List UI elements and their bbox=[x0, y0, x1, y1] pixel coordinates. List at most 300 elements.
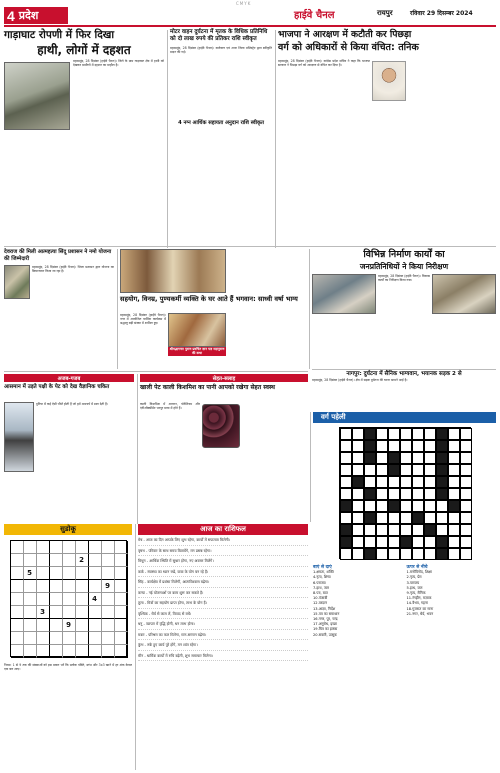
sudoku-cell[interactable]: 9 bbox=[102, 580, 115, 593]
section-tab bbox=[4, 7, 68, 24]
crossword-cell[interactable] bbox=[388, 524, 400, 536]
sudoku-cell[interactable] bbox=[24, 580, 37, 593]
crossword-cell[interactable] bbox=[388, 512, 400, 524]
crossword-block bbox=[412, 512, 424, 524]
story-construction-body-3 bbox=[432, 316, 496, 366]
section-label-ajab: अजब-गजब bbox=[57, 376, 81, 382]
crossword-cell[interactable] bbox=[412, 452, 424, 464]
sudoku-cell[interactable] bbox=[37, 619, 50, 632]
sudoku-cell[interactable]: 4 bbox=[89, 593, 102, 606]
raisin-photo bbox=[202, 404, 240, 448]
crossword-cell[interactable] bbox=[400, 512, 412, 524]
crossword-cell[interactable] bbox=[340, 488, 352, 500]
crossword-cell[interactable] bbox=[412, 536, 424, 548]
crossword-cell[interactable] bbox=[436, 500, 448, 512]
horoscope-item: वृश्चिक - धैर्य से काम लें, विवाद से बचें। bbox=[138, 612, 308, 620]
crossword-cell[interactable] bbox=[460, 524, 472, 536]
crossword-clue: 18.गुजरात का गाना bbox=[406, 606, 434, 611]
sudoku-cell[interactable] bbox=[50, 567, 63, 580]
crossword-cell[interactable] bbox=[460, 428, 472, 440]
crossword-cell[interactable] bbox=[340, 452, 352, 464]
sudoku-cell[interactable] bbox=[37, 593, 50, 606]
crossword-block bbox=[352, 476, 364, 488]
sudoku-cell[interactable]: 9 bbox=[63, 619, 76, 632]
crossword-clues bbox=[313, 565, 496, 638]
sudoku-cell[interactable] bbox=[76, 580, 89, 593]
sudoku-cell[interactable] bbox=[89, 632, 102, 645]
crossword-cell[interactable] bbox=[448, 476, 460, 488]
sudoku-cell[interactable] bbox=[11, 567, 24, 580]
story-construction-body bbox=[378, 274, 430, 366]
horoscope-item: कर्क - स्वास्थ्य का ध्यान रखें, यात्रा के योग बन रहे हैं। bbox=[138, 570, 308, 578]
horoscope-item: कन्या - नई योजनाओं पर काम शुरू कर सकते हैं। bbox=[138, 591, 308, 599]
crossword-cell[interactable] bbox=[412, 500, 424, 512]
sudoku-cell[interactable] bbox=[50, 554, 63, 567]
crossword-clue: 20.सवारी, उत्सुक bbox=[313, 632, 337, 637]
story-sadhvi-lead: महासमुंद, 28 दिसंबर (हाईवे चैनल)। नगर में आयोजित धार्मिक कार्यक्रम में श्रद्धालु बड़ी संख्या में शामिल हुए। bbox=[120, 313, 166, 326]
crossword-clue: 17.अनुरोध, इच्छा bbox=[313, 622, 337, 627]
crossword-cell[interactable] bbox=[376, 524, 388, 536]
sudoku-cell[interactable] bbox=[11, 541, 24, 554]
crossword-cell[interactable] bbox=[448, 512, 460, 524]
sudoku-cell[interactable] bbox=[76, 593, 89, 606]
sudoku-cell[interactable]: 5 bbox=[24, 567, 37, 580]
crossword-cell[interactable] bbox=[448, 452, 460, 464]
story-compensation-lead: महासमुंद, 28 दिसंबर (हाईवे चैनल)। कलेक्टर एवं अपर जिला मजिस्ट्रेट द्वारा स्वीकृति प्रदान की गई। bbox=[170, 46, 272, 55]
sudoku-cell[interactable] bbox=[24, 606, 37, 619]
sudoku-cell[interactable] bbox=[24, 619, 37, 632]
story-raisin bbox=[140, 374, 308, 522]
crossword-cell[interactable] bbox=[448, 464, 460, 476]
sudoku-cell[interactable] bbox=[102, 619, 115, 632]
story-construction-body-2 bbox=[312, 316, 376, 366]
sudoku-cell[interactable] bbox=[50, 593, 63, 606]
crossword-block bbox=[364, 488, 376, 500]
horoscope-item: धनु - व्यापार में वृद्धि होगी, धन लाभ होगा। bbox=[138, 622, 308, 630]
story-sadhvi bbox=[120, 249, 306, 367]
crossword-grid[interactable] bbox=[339, 427, 471, 559]
crossword-cell[interactable] bbox=[460, 548, 472, 560]
crossword-cell[interactable] bbox=[340, 440, 352, 452]
crossword-cell[interactable] bbox=[364, 500, 376, 512]
crossword-title-bar bbox=[313, 412, 496, 423]
crossword-cell[interactable] bbox=[352, 464, 364, 476]
crossword-cell[interactable] bbox=[376, 488, 388, 500]
crossword-block bbox=[340, 536, 352, 548]
crossword-cell[interactable] bbox=[412, 476, 424, 488]
crossword-cell[interactable] bbox=[424, 512, 436, 524]
religious-event-photo bbox=[120, 249, 226, 293]
sudoku-cell[interactable] bbox=[89, 554, 102, 567]
sudoku-cell[interactable] bbox=[37, 541, 50, 554]
sudoku-cell[interactable] bbox=[115, 541, 128, 554]
crossword-cell[interactable] bbox=[340, 548, 352, 560]
crossword-clue: 11.रंगहीन, मज़ाक bbox=[406, 596, 432, 601]
devraj-photo bbox=[4, 265, 30, 299]
horoscope bbox=[138, 524, 308, 770]
section-bar-ajab bbox=[4, 374, 134, 382]
crossword-cell[interactable] bbox=[352, 428, 364, 440]
crossword-cell[interactable] bbox=[400, 464, 412, 476]
sudoku-cell[interactable] bbox=[89, 541, 102, 554]
col-divider bbox=[167, 30, 168, 248]
sudoku-cell[interactable] bbox=[63, 632, 76, 645]
story-sadhvi-body-2 bbox=[228, 313, 306, 365]
story-compensation-subhead: 4 नग्न आर्थिक सहायता अनुदान राशि स्वीकृत bbox=[178, 120, 264, 126]
crossword-cell[interactable] bbox=[388, 548, 400, 560]
crossword-cell[interactable] bbox=[388, 488, 400, 500]
sudoku-cell[interactable] bbox=[24, 645, 37, 658]
crossword-cell[interactable] bbox=[376, 536, 388, 548]
crossword-cell[interactable] bbox=[388, 536, 400, 548]
crossword-block bbox=[436, 464, 448, 476]
crossword-cell[interactable] bbox=[412, 548, 424, 560]
crossword-cell[interactable] bbox=[340, 428, 352, 440]
pravachan-photo bbox=[168, 313, 226, 347]
crossword-cell[interactable] bbox=[376, 464, 388, 476]
crossword-cell[interactable] bbox=[424, 440, 436, 452]
crossword bbox=[313, 412, 496, 770]
crossword-cell[interactable] bbox=[388, 476, 400, 488]
sudoku-cell[interactable] bbox=[50, 541, 63, 554]
crossword-cell[interactable] bbox=[412, 488, 424, 500]
crossword-block bbox=[388, 452, 400, 464]
sudoku-cell[interactable] bbox=[76, 606, 89, 619]
sudoku-cell[interactable] bbox=[89, 645, 102, 658]
crossword-cell[interactable] bbox=[448, 488, 460, 500]
crossword-cell[interactable] bbox=[424, 476, 436, 488]
crossword-block bbox=[364, 452, 376, 464]
sudoku-cell[interactable] bbox=[115, 619, 128, 632]
crossword-clue: 2.नृत्य, प्रेम bbox=[406, 575, 422, 580]
crossword-cell[interactable] bbox=[340, 512, 352, 524]
sudoku-cell[interactable] bbox=[76, 632, 89, 645]
sudoku-cell[interactable] bbox=[102, 593, 115, 606]
bird-photo bbox=[4, 402, 34, 472]
crossword-cell[interactable] bbox=[388, 440, 400, 452]
sudoku-cell[interactable] bbox=[11, 632, 24, 645]
crossword-block bbox=[340, 524, 352, 536]
horoscope-item: वृषभ - परिवार के साथ समय बितायेंगे, मन प्रसन्न रहेगा। bbox=[138, 549, 308, 557]
sudoku-cell[interactable] bbox=[115, 606, 128, 619]
crossword-cell[interactable] bbox=[460, 488, 472, 500]
sudoku-rules: नियम: 1 से 9 तक की संख्याओं को इस प्रकार भरें कि प्रत्येक पंक्ति, स्तंभ और 3x3 खाने में हर अंक केवल एक बार आए। bbox=[4, 663, 132, 672]
crossword-title: वर्ग पहेली bbox=[321, 413, 346, 421]
crossword-cell[interactable] bbox=[376, 512, 388, 524]
sudoku-cell[interactable] bbox=[63, 580, 76, 593]
story-elephant-lead: महासमुंद, 28 दिसंबर (हाईवे चैनल)। जिले के ग्राम गाड़ाघाट क्षेत्र में हाथी को देखकर ग्रामीणों में दहशत का माहौल है। bbox=[73, 59, 164, 68]
sudoku-cell[interactable] bbox=[102, 541, 115, 554]
inspection-photo-2 bbox=[432, 274, 496, 314]
sudoku-cell[interactable] bbox=[50, 645, 63, 658]
crossword-cell[interactable] bbox=[424, 488, 436, 500]
crossword-cell[interactable] bbox=[448, 524, 460, 536]
crossword-across-title: बाएं से दाएं bbox=[313, 565, 332, 570]
crossword-cell[interactable] bbox=[376, 428, 388, 440]
crossword-block bbox=[436, 476, 448, 488]
sudoku-cell[interactable] bbox=[89, 567, 102, 580]
crossword-clue: 5.हाथ, जल bbox=[406, 585, 423, 590]
crossword-cell[interactable] bbox=[400, 488, 412, 500]
story-sadhvi-body bbox=[120, 313, 166, 365]
crossword-cell[interactable] bbox=[400, 452, 412, 464]
horoscope-item: तुला - मित्रों का सहयोग प्राप्त होगा, लाभ के योग हैं। bbox=[138, 601, 308, 609]
sudoku-cell[interactable]: 3 bbox=[37, 606, 50, 619]
sudoku-cell[interactable] bbox=[24, 541, 37, 554]
crossword-clue: 9.नृत्य, सैनिक bbox=[406, 591, 426, 596]
sudoku-title: सुडोकू bbox=[60, 525, 76, 533]
story-compensation-body-2 bbox=[170, 129, 272, 219]
crossword-block bbox=[400, 536, 412, 548]
masthead-rule bbox=[4, 25, 496, 27]
crossword-clue: 1.क्षमता, शक्ति bbox=[313, 570, 334, 575]
crossword-cell[interactable] bbox=[424, 500, 436, 512]
city-name: रायपुर bbox=[377, 9, 393, 17]
sudoku-cell[interactable] bbox=[37, 645, 50, 658]
sudoku-cell[interactable] bbox=[115, 632, 128, 645]
sudoku-cell[interactable] bbox=[50, 606, 63, 619]
crossword-cell[interactable] bbox=[340, 476, 352, 488]
story-compensation-headline: मोटर वाहन दुर्घटना में मृतक के विधिक प्रतिनिधि को दो लाख रुपये की प्रतिकर राशि स्वीकृत bbox=[170, 29, 268, 42]
story-construction bbox=[312, 249, 496, 367]
sudoku-cell[interactable] bbox=[11, 580, 24, 593]
crossword-clue: 10.पंजाबी bbox=[313, 596, 328, 601]
sudoku-cell[interactable] bbox=[63, 606, 76, 619]
crossword-cell[interactable] bbox=[400, 500, 412, 512]
sudoku-cell[interactable] bbox=[102, 606, 115, 619]
sudoku-cell[interactable] bbox=[102, 554, 115, 567]
crossword-cell[interactable] bbox=[460, 464, 472, 476]
crossword-cell[interactable] bbox=[460, 536, 472, 548]
crossword-cell[interactable] bbox=[376, 440, 388, 452]
crossword-cell[interactable] bbox=[424, 464, 436, 476]
sudoku-grid[interactable] bbox=[10, 540, 127, 657]
crossword-cell[interactable] bbox=[436, 512, 448, 524]
crossword-block bbox=[436, 488, 448, 500]
story-elephant-body-1 bbox=[4, 59, 164, 241]
inspection-photo-1 bbox=[312, 274, 376, 314]
crossword-clue: 19.चित्र का इक्का bbox=[313, 627, 338, 632]
sudoku-cell[interactable] bbox=[11, 619, 24, 632]
crossword-block bbox=[364, 512, 376, 524]
horoscope-item: मिथुन - आर्थिक स्थिति में सुधार होगा, नए अवसर मिलेंगे। bbox=[138, 559, 308, 567]
sudoku-cell[interactable] bbox=[24, 593, 37, 606]
crossword-cell[interactable] bbox=[400, 476, 412, 488]
sudoku-title-bar bbox=[4, 524, 132, 535]
col-divider bbox=[137, 374, 138, 524]
story-raisin-body bbox=[140, 402, 200, 520]
crossword-clue: 4.नृत्य, शिष्य bbox=[313, 575, 331, 580]
story-reservation-body-2 bbox=[372, 103, 406, 239]
sudoku-cell[interactable] bbox=[76, 567, 89, 580]
sudoku-cell[interactable] bbox=[115, 567, 128, 580]
sudoku-cell[interactable] bbox=[63, 645, 76, 658]
crossword-cell[interactable] bbox=[412, 428, 424, 440]
story-reservation-headline-1: भाजपा ने आरक्षण में कटौती कर पिछड़ा bbox=[278, 29, 412, 40]
crossword-cell[interactable] bbox=[448, 536, 460, 548]
sudoku-cell[interactable] bbox=[37, 567, 50, 580]
story-sadhvi-headline: सहयोग, विनम्र, पुण्यकर्मी व्यक्ति के घर आते हैं भगवान: साध्वी वर्षा भाग्य bbox=[120, 295, 298, 303]
col-divider bbox=[117, 249, 118, 369]
crossword-cell[interactable] bbox=[400, 524, 412, 536]
horoscope-item: मेष - आज का दिन आपके लिए शुभ रहेगा, कार्यों में सफलता मिलेगी। bbox=[138, 538, 308, 546]
story-raisin-lead: काली किशमिश में आयरन, पोटेशियम और एंटीऑक्सीडेंट भरपूर मात्रा में होते हैं। bbox=[140, 402, 200, 411]
crossword-cell[interactable] bbox=[376, 476, 388, 488]
crossword-cell[interactable] bbox=[460, 476, 472, 488]
col-divider bbox=[275, 30, 276, 248]
col-divider bbox=[135, 524, 136, 770]
sudoku-cell[interactable] bbox=[102, 567, 115, 580]
crossword-across bbox=[313, 565, 403, 638]
sudoku-cell[interactable] bbox=[11, 606, 24, 619]
crossword-cell[interactable] bbox=[400, 428, 412, 440]
crossword-cell[interactable] bbox=[460, 440, 472, 452]
crossword-cell[interactable] bbox=[424, 428, 436, 440]
crossword-clue: 21.नगर, धैर्य, भवन bbox=[406, 611, 434, 616]
sudoku-cell[interactable] bbox=[63, 567, 76, 580]
story-compensation bbox=[170, 29, 272, 244]
crossword-cell[interactable] bbox=[364, 536, 376, 548]
crossword-block bbox=[340, 500, 352, 512]
sudoku-cell[interactable] bbox=[63, 554, 76, 567]
col-divider bbox=[309, 249, 310, 369]
sudoku-cell[interactable] bbox=[76, 645, 89, 658]
crossword-cell[interactable] bbox=[448, 548, 460, 560]
crossword-cell[interactable] bbox=[448, 428, 460, 440]
sudoku-cell[interactable] bbox=[76, 541, 89, 554]
col-divider bbox=[310, 412, 311, 522]
story-reservation-lead: महासमुंद, 28 दिसंबर (हाईवे चैनल)। कांग्रेस प्रदेश सचिव ने कहा कि भाजपा सरकार ने पिछड़ा वर्ग को आरक्षण से वंचित कर दिया है। bbox=[278, 59, 370, 68]
story-reservation-headline-2: वर्ग को अधिकारों से किया वंचित: तनिक bbox=[278, 42, 419, 53]
sudoku-cell[interactable] bbox=[89, 580, 102, 593]
sudoku-cell[interactable] bbox=[50, 619, 63, 632]
sudoku-cell[interactable] bbox=[63, 541, 76, 554]
crossword-across-list bbox=[313, 570, 403, 638]
story-sadhvi-body-top bbox=[230, 249, 306, 293]
story-construction-headline-2: जनप्रतिनिधियों ने किया निरीक्षण bbox=[359, 262, 449, 271]
story-elephant-headline-1: गाड़ाघाट रोपणी में फिर दिखा bbox=[4, 29, 115, 41]
crossword-cell[interactable] bbox=[364, 524, 376, 536]
crossword-cell[interactable] bbox=[364, 464, 376, 476]
sudoku-cell[interactable] bbox=[11, 554, 24, 567]
crossword-cell[interactable] bbox=[352, 452, 364, 464]
sudoku-cell[interactable] bbox=[89, 619, 102, 632]
crossword-block bbox=[436, 452, 448, 464]
crossword-cell[interactable] bbox=[352, 488, 364, 500]
story-accident-headline: नागपुर: दुर्घटना में सैनिक भाग्यवान, भयानक सड़क 2 से bbox=[346, 370, 462, 377]
crossword-cell[interactable] bbox=[364, 476, 376, 488]
horoscope-title-bar bbox=[138, 524, 308, 535]
crossword-cell[interactable] bbox=[400, 440, 412, 452]
sudoku-cell[interactable] bbox=[89, 606, 102, 619]
crossword-cell[interactable] bbox=[376, 548, 388, 560]
crossword-cell[interactable] bbox=[412, 440, 424, 452]
sudoku-cell[interactable] bbox=[50, 632, 63, 645]
crossword-cell[interactable] bbox=[448, 440, 460, 452]
sudoku bbox=[4, 524, 132, 770]
crossword-cell[interactable] bbox=[412, 464, 424, 476]
crossword-cell[interactable] bbox=[460, 500, 472, 512]
sudoku-cell[interactable] bbox=[115, 554, 128, 567]
sudoku-cell[interactable] bbox=[115, 645, 128, 658]
story-bird bbox=[4, 374, 134, 522]
sudoku-cell[interactable] bbox=[115, 593, 128, 606]
crossword-cell[interactable] bbox=[400, 548, 412, 560]
crossword-clue: 15.पत्र का समाधान bbox=[313, 611, 340, 616]
sudoku-cell[interactable] bbox=[37, 580, 50, 593]
sudoku-cell[interactable]: 2 bbox=[76, 554, 89, 567]
section-title: प्रदेश bbox=[18, 9, 39, 22]
crossword-cell[interactable] bbox=[436, 524, 448, 536]
crossword-clue: 16.नगर, पुर, चन्द्र bbox=[313, 617, 338, 622]
crossword-block bbox=[388, 464, 400, 476]
crossword-down-list bbox=[407, 570, 497, 617]
story-construction-lead: महासमुंद, 28 दिसंबर (हाईवे चैनल)। विकास कार्यों का निरीक्षण किया गया। bbox=[378, 274, 430, 283]
section-bar-health bbox=[140, 374, 308, 382]
masthead bbox=[0, 0, 500, 26]
horoscope-item: मीन - धार्मिक कार्यों में रुचि बढ़ेगी, शुभ समाचार मिलेगा। bbox=[138, 654, 308, 662]
pravachan-caption: श्रीमद्भागवत पुराण प्रवचित ज्ञान यज्ञ महापुराण की कथा bbox=[169, 347, 225, 356]
paper-name: हाईवे चैनल bbox=[294, 10, 335, 21]
sudoku-cell[interactable] bbox=[24, 554, 37, 567]
crossword-cell[interactable] bbox=[340, 464, 352, 476]
crossword-cell[interactable] bbox=[376, 500, 388, 512]
crossword-block bbox=[364, 440, 376, 452]
crossword-clue: 1.मनोविनोद, शिक्षा bbox=[406, 570, 432, 575]
crossword-cell[interactable] bbox=[352, 536, 364, 548]
horoscope-title: आज का राशिफल bbox=[200, 525, 246, 533]
crossword-cell[interactable] bbox=[376, 452, 388, 464]
crossword-cell[interactable] bbox=[412, 524, 424, 536]
sudoku-cell[interactable] bbox=[76, 619, 89, 632]
crossword-cell[interactable] bbox=[352, 548, 364, 560]
crossword-cell[interactable] bbox=[424, 452, 436, 464]
story-devraj-body bbox=[32, 265, 114, 365]
story-devraj-headline: देवराज की मिली आत्महत्या सिंदू प्रशासन ने नमो योजना की जिम्मेदारी bbox=[4, 249, 112, 262]
story-raisin-body-2 bbox=[244, 402, 308, 520]
crossword-cell[interactable] bbox=[352, 512, 364, 524]
crossword-cell[interactable] bbox=[460, 512, 472, 524]
crossword-cell[interactable] bbox=[352, 524, 364, 536]
crossword-block bbox=[436, 536, 448, 548]
color-badge: CMYK bbox=[236, 1, 252, 6]
sudoku-cell[interactable] bbox=[102, 645, 115, 658]
horoscope-list bbox=[138, 538, 308, 661]
sudoku-cell[interactable] bbox=[37, 632, 50, 645]
crossword-cell[interactable] bbox=[352, 500, 364, 512]
crossword-cell[interactable] bbox=[388, 428, 400, 440]
crossword-cell[interactable] bbox=[460, 452, 472, 464]
sudoku-cell[interactable] bbox=[37, 554, 50, 567]
sudoku-cell[interactable] bbox=[50, 580, 63, 593]
sudoku-cell[interactable] bbox=[11, 593, 24, 606]
story-bird-lead: दुनिया में कई ऐसी चीजें होती हैं जो हमें आश्चर्य में डाल देती हैं। bbox=[36, 402, 108, 406]
crossword-cell[interactable] bbox=[424, 536, 436, 548]
crossword-cell[interactable] bbox=[424, 548, 436, 560]
story-elephant-headline-2: हाथी, लोगों में दहशत bbox=[37, 43, 131, 57]
crossword-clue: 13.आज्ञा, निर्देश bbox=[313, 606, 336, 611]
sudoku-cell[interactable] bbox=[24, 632, 37, 645]
horoscope-item: सिंह - कार्यक्षेत्र में प्रशंसा मिलेगी, आत्मविश्वास बढ़ेगा। bbox=[138, 580, 308, 588]
story-devraj bbox=[4, 249, 114, 367]
sudoku-cell[interactable] bbox=[63, 593, 76, 606]
sudoku-cell[interactable] bbox=[115, 580, 128, 593]
crossword-block bbox=[436, 440, 448, 452]
horoscope-item: मकर - परिश्रम का फल मिलेगा, मान-सम्मान बढ़ेगा। bbox=[138, 633, 308, 641]
sudoku-cell[interactable] bbox=[11, 645, 24, 658]
sudoku-cell[interactable] bbox=[102, 632, 115, 645]
crossword-cell[interactable] bbox=[352, 440, 364, 452]
